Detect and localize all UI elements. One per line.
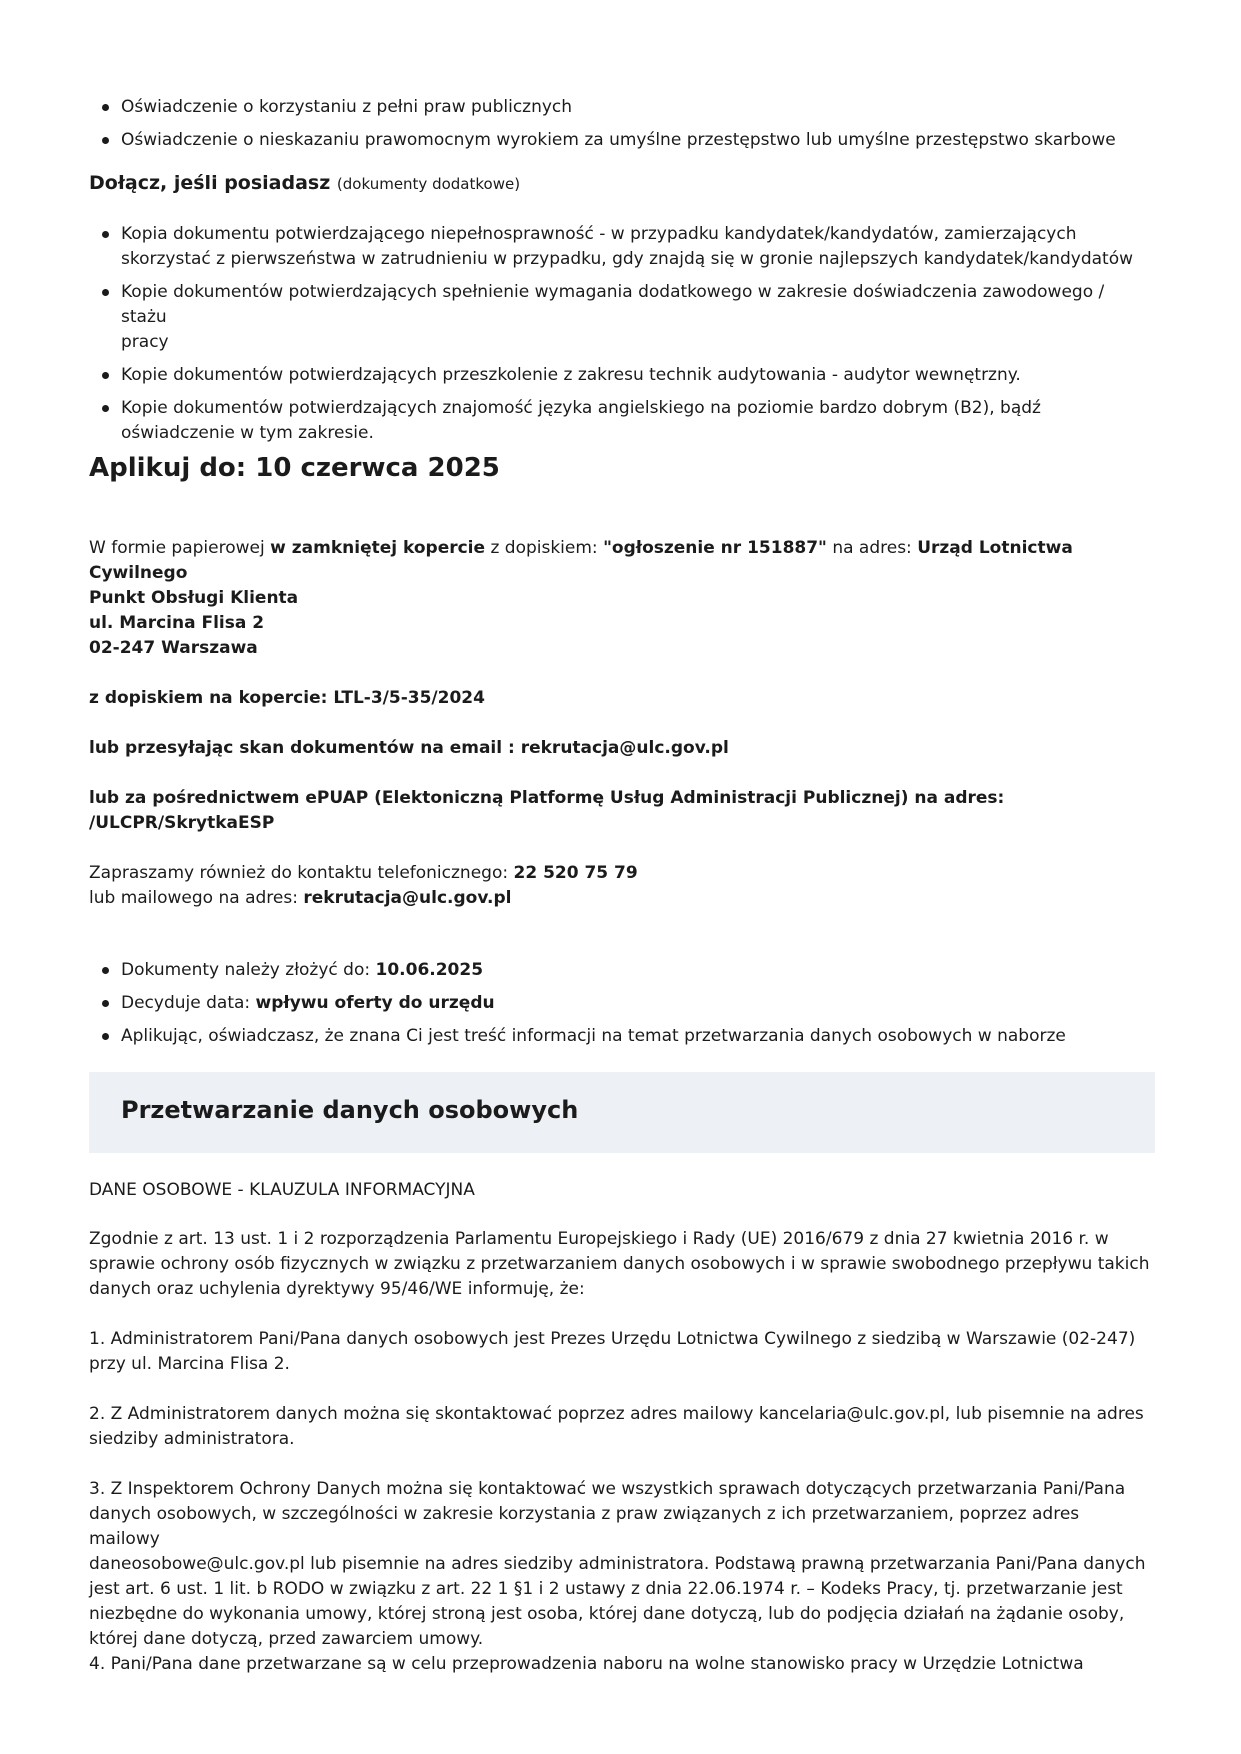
address-line: Cywilnego	[89, 563, 188, 583]
address-line: ul. Marcina Flisa 2	[89, 613, 265, 633]
list-item	[89, 958, 1155, 983]
text-run: na adres:	[826, 538, 918, 558]
paragraph-line: 3. Z Inspektorem Ochrony Danych można się kontaktować we wszystkich sprawach dotyczących przetwarzania Pani/Pana	[89, 1479, 1126, 1499]
fact-value: wpływu oferty do urzędu	[255, 993, 495, 1013]
privacy-section-header	[89, 1072, 1155, 1153]
section-title: Przetwarzanie danych osobowych	[121, 1096, 579, 1124]
paragraph-line: Zgodnie z art. 13 ust. 1 i 2 rozporządzenia Parlamentu Europejskiego i Rady (UE) 2016/679 z dnia 27 kwietnia 2016 r. w	[89, 1229, 1109, 1249]
address-line: 02-247 Warszawa	[89, 638, 258, 658]
privacy-paragraph	[89, 1477, 1155, 1652]
required-documents-list	[89, 95, 1155, 153]
epuap-option	[89, 786, 1155, 836]
envelope-note-text: z dopiskiem na kopercie: LTL-3/5-35/2024	[89, 688, 485, 708]
paragraph-line: jest art. 6 ust. 1 lit. b RODO w związku z art. 22 1 §1 i 2 ustawy z dnia 22.06.1974 r. – Kodeks Pracy, tj. przetwarzanie jest	[89, 1579, 1123, 1599]
list-item	[89, 991, 1155, 1016]
paragraph-line: danych osobowych, w szczególności w zakresie korzystania z praw związanych z ich przetwarzaniem, poprzez adres mailowy	[89, 1504, 1080, 1549]
paragraph-line: przy ul. Marcina Flisa 2.	[89, 1354, 290, 1374]
heading-note: (dokumenty dodatkowe)	[336, 175, 521, 193]
phone-label: Zapraszamy również do kontaktu telefonicznego:	[89, 863, 514, 883]
list-item	[89, 128, 1155, 153]
paper-application-text	[89, 536, 1155, 661]
paragraph-line: daneosobowe@ulc.gov.pl lub pisemnie na adres siedziby administratora. Podstawą prawną przetwarzania Pani/Pana danych	[89, 1554, 1146, 1574]
privacy-paragraph	[89, 1652, 1155, 1677]
email-option-text: lub przesyłając skan dokumentów na email : rekrutacja@ulc.gov.pl	[89, 738, 729, 758]
paragraph-line: 4. Pani/Pana dane przetwarzane są w celu przeprowadzenia naboru na wolne stanowisko pracy w Urzędzie Lotnictwa	[89, 1654, 1084, 1674]
phone-number: 22 520 75 79	[513, 863, 638, 883]
contact-email: rekrutacja@ulc.gov.pl	[303, 888, 512, 908]
fact-label: Decyduje data:	[121, 993, 256, 1013]
email-option	[89, 736, 1155, 761]
list-item-line: skorzystać z pierwszeństwa w zatrudnieniu w przypadku, gdy znajdą się w gronie najlepszych kandydatek/kandydatów	[121, 249, 1134, 269]
list-item-line: pracy	[121, 332, 169, 352]
paragraph-line: siedziby administratora.	[89, 1429, 295, 1449]
fact-label: Dokumenty należy złożyć do:	[121, 960, 376, 980]
list-item	[89, 363, 1155, 388]
optional-documents-list	[89, 222, 1155, 446]
list-item	[89, 396, 1155, 446]
list-item-line: Kopie dokumentów potwierdzających przeszkolenie z zakresu technik audytowania - audytor wewnętrzny.	[121, 365, 1021, 385]
list-item	[89, 222, 1155, 272]
clause-title	[89, 1178, 1155, 1203]
fact-value: 10.06.2025	[375, 960, 484, 980]
list-item-text: Oświadczenie o korzystaniu z pełni praw publicznych	[121, 97, 573, 117]
privacy-paragraph	[89, 1227, 1155, 1302]
privacy-paragraph	[89, 1402, 1155, 1452]
list-item-line: Kopie dokumentów potwierdzających znajomość języka angielskiego na poziomie bardzo dobrym (B2), bądź	[121, 398, 1041, 418]
clause-title-text: DANE OSOBOWE - KLAUZULA INFORMACYJNA	[89, 1180, 475, 1200]
privacy-paragraph	[89, 1327, 1155, 1377]
optional-documents-heading	[89, 172, 1155, 194]
list-item	[89, 280, 1155, 355]
epuap-line: lub za pośrednictwem ePUAP (Elektoniczną Platformę Usług Administracji Publicznej) na adres:	[89, 788, 1005, 808]
paragraph-line: 2. Z Administratorem danych można się skontaktować poprzez adres mailowy kancelaria@ulc.gov.pl, lub pisemnie na adres	[89, 1404, 1144, 1424]
apply-section	[89, 453, 1155, 483]
text-run: z dopiskiem:	[485, 538, 604, 558]
list-item-line: Kopie dokumentów potwierdzających spełnienie wymagania dodatkowego w zakresie doświadczenia zawodowego / stażu	[121, 282, 1105, 327]
paper-application-block	[89, 536, 1155, 661]
address-line: Urząd Lotnictwa	[917, 538, 1073, 558]
envelope-note	[89, 686, 1155, 711]
list-item-line: oświadczenie w tym zakresie.	[121, 423, 374, 443]
address-line: Punkt Obsługi Klienta	[89, 588, 299, 608]
list-item-line: Kopia dokumentu potwierdzającego niepełnosprawność - w przypadku kandydatek/kandydatów, zamierzających	[121, 224, 1077, 244]
list-item-text: Oświadczenie o nieskazaniu prawomocnym wyrokiem za umyślne przestępstwo lub umyślne przestępstwo skarbowe	[121, 130, 1116, 150]
list-item	[89, 1024, 1155, 1049]
mail-label: lub mailowego na adres:	[89, 888, 304, 908]
paragraph-line: 1. Administratorem Pani/Pana danych osobowych jest Prezes Urzędu Lotnictwa Cywilnego z siedzibą w Warszawie (02-247)	[89, 1329, 1136, 1349]
paragraph-line: danych oraz uchylenia dyrektywy 95/46/WE informuję, że:	[89, 1279, 585, 1299]
heading-text: Dołącz, jeśli posiadasz	[89, 172, 331, 194]
list-item	[89, 95, 1155, 120]
epuap-address: /ULCPR/SkrytkaESP	[89, 813, 275, 833]
announcement-number: "ogłoszenie nr 151887"	[603, 538, 827, 558]
fact-label: Aplikując, oświadczasz, że znana Ci jest treść informacji na temat przetwarzania danych osobowych w naborze	[121, 1026, 1066, 1046]
text-run-bold: w zamkniętej kopercie	[270, 538, 486, 558]
apply-deadline-title: Aplikuj do: 10 czerwca 2025	[89, 453, 500, 483]
text-run: W formie papierowej	[89, 538, 271, 558]
paragraph-line: sprawie ochrony osób fizycznych w związku z przetwarzaniem danych osobowych i w sprawie swobodnego przepływu takich	[89, 1254, 1150, 1274]
paragraph-line: której dane dotyczą, przed zawarciem umowy.	[89, 1629, 484, 1649]
paragraph-line: niezbędne do wykonania umowy, której stroną jest osoba, której dane dotyczą, lub do podjęcia działań na żądanie osoby,	[89, 1604, 1125, 1624]
application-facts-list	[89, 958, 1155, 1049]
contact-block	[89, 861, 1155, 911]
